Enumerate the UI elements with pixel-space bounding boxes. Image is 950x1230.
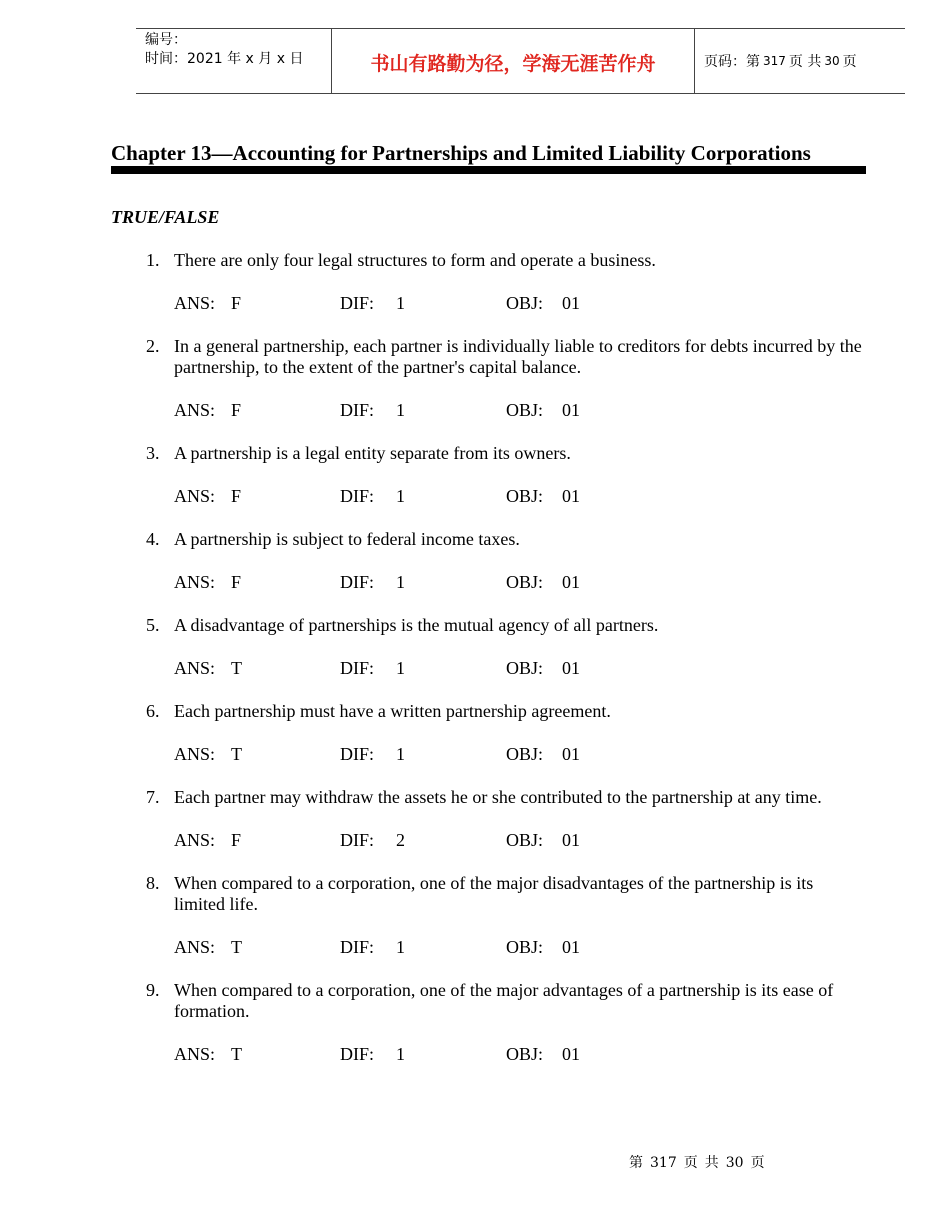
page-mid: 页 共 — [788, 54, 822, 70]
page-footer — [629, 1152, 772, 1172]
footer-prefix: 第 — [629, 1155, 643, 1171]
obj-label: OBJ: — [506, 937, 544, 957]
ans-label: ANS: — [174, 937, 216, 957]
question-number: 3. — [146, 443, 160, 463]
question-text: There are only four legal structures to form and operate a business. — [174, 250, 656, 270]
obj-label: OBJ: — [506, 658, 544, 678]
question-text: In a general partnership, each partner is individually liable to creditors for debts incurred by the partnership, to the extent of the partner's capital balance. — [174, 336, 862, 377]
document-time-label: 时间：2021 年 x 月 x 日 — [145, 51, 304, 67]
ans-value: T — [231, 937, 242, 957]
question-number: 8. — [146, 873, 160, 893]
chapter-title: Chapter 13—Accounting for Partnerships and Limited Liability Corporations — [111, 141, 811, 165]
dif-label: DIF: — [340, 1044, 375, 1064]
ans-value: T — [231, 658, 242, 678]
obj-label: OBJ: — [506, 572, 544, 592]
obj-label: OBJ: — [506, 1044, 544, 1064]
question-number: 1. — [146, 250, 160, 270]
question-text: Each partner may withdraw the assets he or she contributed to the partnership at any time. — [174, 787, 822, 807]
dif-label: DIF: — [340, 486, 375, 506]
dif-value: 1 — [396, 293, 405, 313]
ans-value: T — [231, 1044, 242, 1064]
dif-label: DIF: — [340, 830, 375, 850]
question-number: 4. — [146, 529, 160, 549]
page-suffix: 页 — [842, 54, 857, 70]
obj-value: 01 — [562, 572, 580, 592]
question-number: 5. — [146, 615, 160, 635]
obj-value: 01 — [562, 486, 580, 506]
dif-value: 1 — [396, 744, 405, 764]
page-total: 30 — [824, 54, 840, 68]
obj-label: OBJ: — [506, 744, 544, 764]
ans-value: T — [231, 744, 242, 764]
obj-label: OBJ: — [506, 486, 544, 506]
dif-label: DIF: — [340, 400, 375, 420]
dif-label: DIF: — [340, 937, 375, 957]
obj-value: 01 — [562, 830, 580, 850]
footer-page-number: 317 — [650, 1155, 677, 1171]
title-underline — [111, 166, 866, 174]
obj-value: 01 — [562, 744, 580, 764]
ans-label: ANS: — [174, 572, 216, 592]
ans-label: ANS: — [174, 293, 216, 313]
header-table — [136, 28, 905, 94]
question-text: When compared to a corporation, one of the major advantages of a partnership is its ease of formation. — [174, 980, 834, 1021]
ans-label: ANS: — [174, 744, 216, 764]
dif-value: 1 — [396, 572, 405, 592]
section-heading: TRUE/FALSE — [111, 207, 220, 227]
obj-value: 01 — [562, 1044, 580, 1064]
ans-value: F — [231, 486, 242, 506]
question-text: When compared to a corporation, one of the major disadvantages of the partnership is its limited life. — [174, 873, 814, 914]
ans-value: F — [231, 572, 242, 592]
obj-label: OBJ: — [506, 830, 544, 850]
footer-page-word: 页 — [683, 1155, 698, 1171]
page-number: 317 — [763, 54, 786, 68]
dif-value: 1 — [396, 400, 405, 420]
obj-value: 01 — [562, 293, 580, 313]
dif-value: 1 — [396, 1044, 405, 1064]
question-text: A partnership is a legal entity separate from its owners. — [174, 443, 571, 463]
footer-total-pages: 30 — [725, 1155, 744, 1171]
obj-label: OBJ: — [506, 400, 544, 420]
header-motto-cell — [332, 29, 695, 93]
dif-value: 1 — [396, 937, 405, 957]
question-text: A partnership is subject to federal income taxes. — [174, 529, 520, 549]
obj-value: 01 — [562, 658, 580, 678]
dif-value: 2 — [396, 830, 405, 850]
dif-value: 1 — [396, 658, 405, 678]
dif-label: DIF: — [340, 658, 375, 678]
question-text: A disadvantage of partnerships is the mutual agency of all partners. — [174, 615, 659, 635]
dif-value: 1 — [396, 486, 405, 506]
motto-text: 书山有路勤为径，学海无涯苦作舟 — [370, 52, 656, 75]
ans-value: F — [231, 830, 242, 850]
footer-total-word: 共 — [704, 1155, 719, 1171]
ans-label: ANS: — [174, 486, 216, 506]
obj-value: 01 — [562, 400, 580, 420]
dif-label: DIF: — [340, 572, 375, 592]
ans-label: ANS: — [174, 830, 216, 850]
page-prefix: 页码：第 — [704, 54, 760, 70]
question-number: 7. — [146, 787, 160, 807]
ans-value: F — [231, 400, 242, 420]
ans-value: F — [231, 293, 242, 313]
header-info-cell — [136, 29, 332, 93]
obj-value: 01 — [562, 937, 580, 957]
question-number: 2. — [146, 336, 160, 356]
footer-suffix: 页 — [750, 1155, 765, 1171]
dif-label: DIF: — [340, 744, 375, 764]
obj-label: OBJ: — [506, 293, 544, 313]
question-number: 9. — [146, 980, 160, 1000]
ans-label: ANS: — [174, 658, 216, 678]
question-number: 6. — [146, 701, 160, 721]
document-number-label: 编号： — [145, 32, 187, 48]
ans-label: ANS: — [174, 1044, 216, 1064]
header-page-cell — [695, 29, 905, 93]
question-text: Each partnership must have a written partnership agreement. — [174, 701, 611, 721]
ans-label: ANS: — [174, 400, 216, 420]
dif-label: DIF: — [340, 293, 375, 313]
